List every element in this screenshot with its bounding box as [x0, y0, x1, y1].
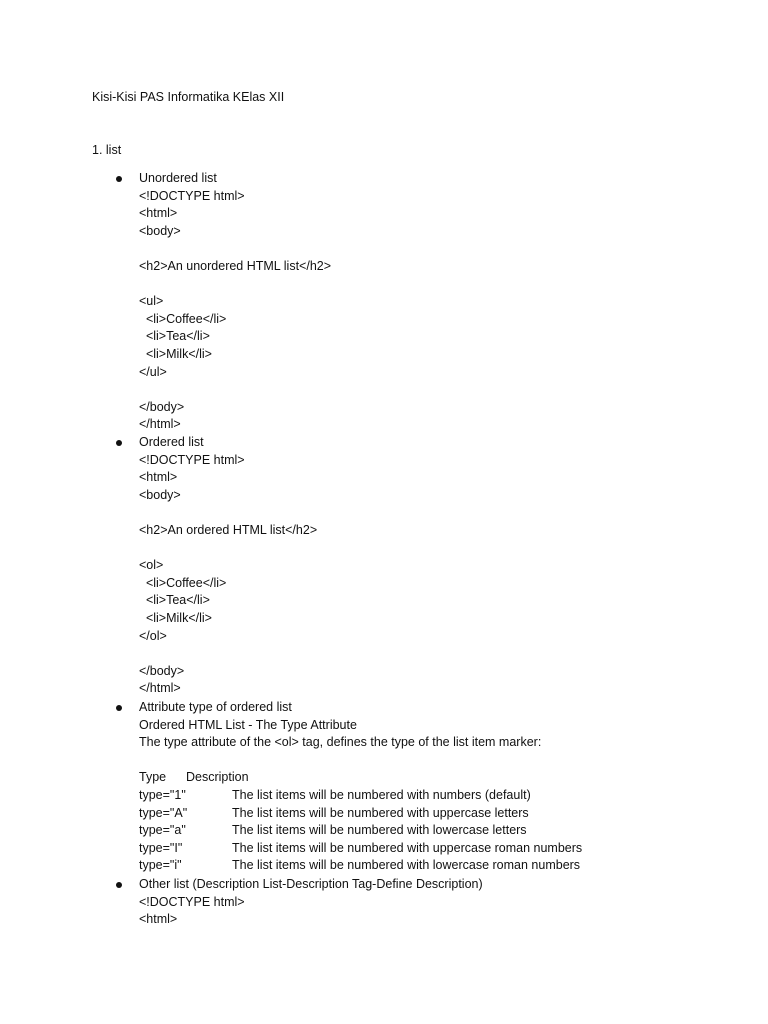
table-row	[139, 840, 583, 858]
code-line: <body>	[139, 487, 181, 502]
table-row	[139, 787, 541, 805]
code-line: <li>Coffee</li>	[139, 575, 227, 590]
type-attribute-table	[139, 769, 583, 875]
section-heading: 1. list	[92, 143, 122, 157]
code-line: </ol>	[139, 628, 167, 643]
table-row	[139, 805, 541, 823]
code-line: </html>	[139, 417, 181, 432]
code-line: <li>Tea</li>	[139, 593, 210, 608]
code-line: <li>Milk</li>	[139, 346, 212, 361]
code-line: </body>	[139, 663, 185, 678]
code-line: <!DOCTYPE html>	[139, 188, 245, 203]
code-line: <ul>	[139, 294, 164, 309]
document-title: Kisi-Kisi PAS Informatika KElas XII	[92, 90, 285, 104]
table-header-row	[139, 769, 541, 787]
code-line: <li>Milk</li>	[139, 610, 212, 625]
list-item-body	[139, 170, 331, 434]
item-heading: Other list (Description List-Description Tag-Define Description)	[139, 877, 483, 891]
bullet-icon	[116, 440, 122, 446]
code-line: <!DOCTYPE html>	[139, 894, 245, 909]
code-line: </html>	[139, 681, 181, 696]
list-item-body	[139, 876, 483, 929]
code-line: <!DOCTYPE html>	[139, 452, 245, 467]
code-line: <li>Coffee</li>	[139, 311, 227, 326]
code-line: <li>Tea</li>	[139, 329, 210, 344]
table-cell-description: The list items will be numbered with uppercase roman numbers	[232, 840, 583, 855]
item-heading: Attribute type of ordered list	[139, 700, 292, 714]
code-line	[139, 276, 331, 294]
table-cell-description: The list items will be numbered with numbers (default)	[232, 787, 531, 802]
text-line: The type attribute of the <ol> tag, defines the type of the list item marker:	[139, 735, 542, 750]
code-line	[139, 504, 317, 522]
code-line: <ol>	[139, 558, 164, 573]
table-cell-type: type="1"	[139, 787, 186, 802]
bullet-icon	[116, 705, 122, 711]
code-line: </ul>	[139, 364, 167, 379]
text-line: Ordered HTML List - The Type Attribute	[139, 717, 357, 732]
table-cell-description: The list items will be numbered with uppercase letters	[232, 805, 529, 820]
item-heading: Unordered list	[139, 171, 217, 185]
table-cell-description: The list items will be numbered with lowercase roman numbers	[232, 858, 581, 873]
code-line: <h2>An unordered HTML list</h2>	[139, 258, 332, 273]
table-cell-type: type="a"	[139, 823, 186, 838]
code-line	[139, 240, 331, 258]
bullet-icon	[116, 176, 122, 182]
code-line: <html>	[139, 470, 178, 485]
code-line	[139, 645, 317, 663]
table-cell-type: type="I"	[139, 840, 183, 855]
bullet-icon	[116, 882, 122, 888]
item-heading: Ordered list	[139, 435, 204, 449]
code-line	[139, 540, 317, 558]
code-line: </body>	[139, 399, 185, 414]
code-line: <body>	[139, 223, 181, 238]
table-row	[139, 857, 581, 875]
code-line: <html>	[139, 206, 178, 221]
list-item-body	[139, 699, 583, 875]
table-header-type: Type	[139, 770, 167, 785]
table-cell-type: type="i"	[139, 858, 182, 873]
code-line	[139, 381, 331, 399]
code-line: <html>	[139, 912, 178, 927]
table-row	[139, 822, 541, 840]
code-line: <h2>An ordered HTML list</h2>	[139, 522, 318, 537]
table-header-description: Description	[186, 770, 249, 785]
table-cell-description: The list items will be numbered with lowercase letters	[232, 823, 527, 838]
text-line	[139, 752, 541, 770]
table-cell-type: type="A"	[139, 805, 188, 820]
list-item-body	[139, 434, 317, 698]
